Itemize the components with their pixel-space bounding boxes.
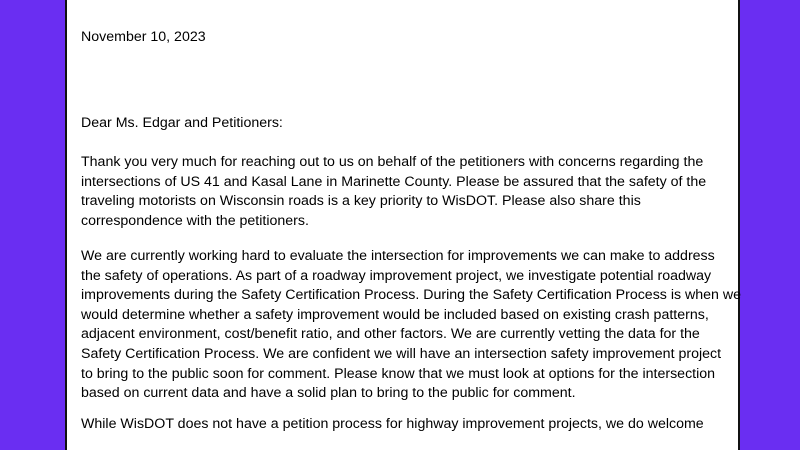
paragraph-line: the safety of operations. As part of a roadway improvement project, we investigate potential roadway xyxy=(81,267,712,284)
paragraph-line: based on current data and have a solid plan to bring to the public for comment. xyxy=(81,385,576,402)
paragraph-line: We are currently working hard to evaluate the intersection for improvements we can make to address xyxy=(81,248,715,264)
paragraph-3 xyxy=(81,415,741,435)
paragraph-line: adjacent environment, cost/benefit ratio, and other factors. We are currently vetting the data for the xyxy=(81,326,700,343)
paragraph-line: to bring to the public soon for comment. Please know that we must look at options for the intersection xyxy=(81,365,716,382)
paragraph-line: Thank you very much for reaching out to us on behalf of the petitioners with concerns regarding the xyxy=(81,154,704,170)
letter-date: November 10, 2023 xyxy=(81,29,206,45)
letter-salutation: Dear Ms. Edgar and Petitioners: xyxy=(81,115,283,131)
paragraph-2 xyxy=(81,247,741,404)
paragraph-line: While WisDOT does not have a petition process for highway improvement projects, we do welcome xyxy=(81,416,704,432)
paragraph-line: correspondence with the petitioners. xyxy=(81,212,309,229)
paragraph-1 xyxy=(81,153,741,231)
paragraph-line: Safety Certification Process. We are confident we will have an intersection safety improvement project xyxy=(81,345,722,362)
paragraph-line: intersections of US 41 and Kasal Lane in Marinette County. Please be assured that the safety of the xyxy=(81,173,707,190)
paragraph-line: would determine whether a safety improvement would be included based on existing crash patterns, xyxy=(81,306,709,323)
letter-page xyxy=(65,0,740,450)
paragraph-line: traveling motorists on Wisconsin roads is a key priority to WisDOT. Please also share this xyxy=(81,193,641,210)
paragraph-line: improvements during the Safety Certification Process. During the Safety Certification Process is when we xyxy=(81,287,742,304)
